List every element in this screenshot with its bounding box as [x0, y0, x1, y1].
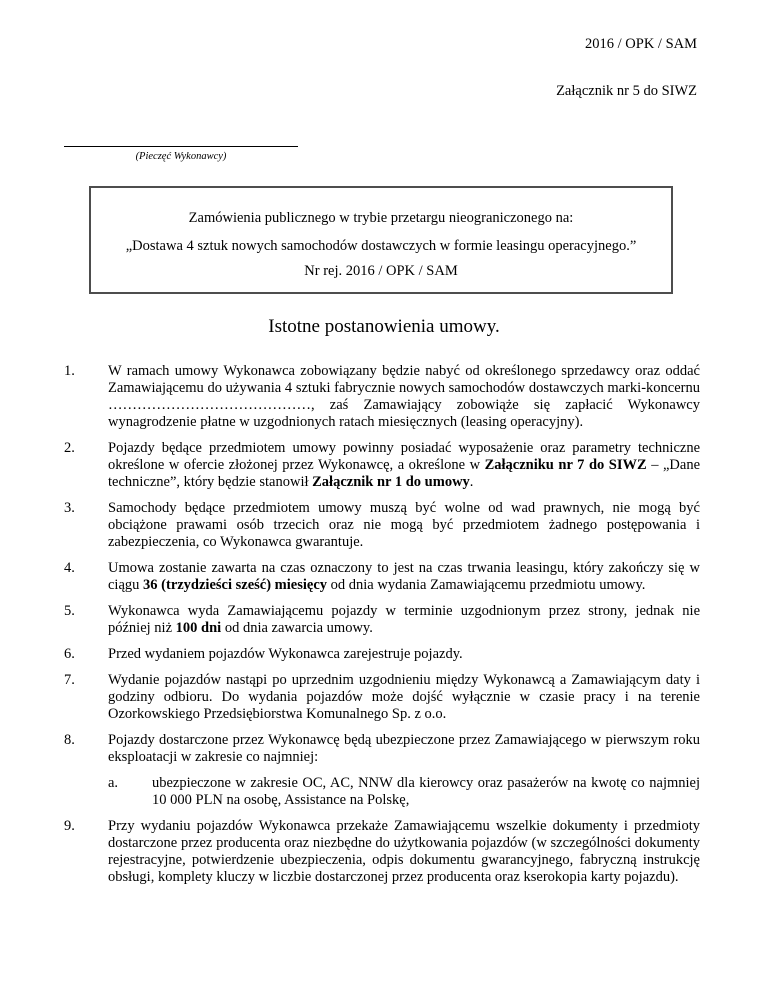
item-text: Pojazdy dostarczone przez Wykonawcę będą ubezpieczone przez Zamawiającego w pierwszym roku eksploatacji w zakresie co najmniej: [108, 732, 700, 765]
procurement-subject: „Dostawa 4 sztuk nowych samochodów dostawczych w formie leasingu operacyjnego.” [125, 238, 637, 254]
sub-list-item [108, 775, 700, 809]
item-text-part: od dnia zawarcia umowy. [221, 620, 373, 636]
item-number: 2. [64, 440, 75, 456]
item-number: 8. [64, 732, 75, 748]
list-item [64, 363, 700, 431]
item-text-part: – „Dane techniczne”, który będzie stanowił [108, 457, 701, 490]
stamp-signature-line [64, 146, 298, 147]
item-text-part: . [469, 474, 474, 490]
item-text-part: Wykonawca wyda Zamawiającemu pojazdy w terminie uzgodnionym przez strony, jednak nie później niż [108, 603, 700, 636]
annex-label: Załącznik nr 5 do SIWZ [556, 83, 697, 99]
item-number: 6. [64, 646, 75, 662]
item-text-part: Umowa zostanie zawarta na czas oznaczony to jest na czas trwania leasingu, który zakończy się w ciągu [108, 560, 700, 593]
list-item [64, 818, 700, 886]
procurement-mode: Zamówienia publicznego w trybie przetargu nieograniczonego na: [188, 210, 574, 226]
contract-annex-1-reference: Załącznik nr 1 do umowy [312, 474, 470, 490]
list-item [64, 672, 700, 723]
item-number: 3. [64, 500, 75, 516]
sub-item-letter: a. [108, 775, 119, 791]
item-text [108, 603, 700, 636]
annex-7-reference: Załączniku nr 7 do SIWZ [484, 457, 647, 473]
item-number: 1. [64, 363, 75, 379]
provisions-list [64, 363, 700, 895]
item-text-part: od dnia wydania Zamawiającemu przedmiotu umowy. [327, 577, 646, 593]
list-item [64, 646, 700, 663]
item-text: Przed wydaniem pojazdów Wykonawca zarejestruje pojazdy. [108, 646, 463, 662]
item-number: 9. [64, 818, 75, 834]
item-text: Wydanie pojazdów nastąpi po uprzednim uzgodnieniu między Wykonawcą a Zamawiającym daty i godziny odbioru. Do wydania pojazdów może dojść wyłącznie w czasie pracy i na terenie Ozorkowskiego Przedsiębiorstwa Komunalnego Sp. z o.o. [108, 672, 700, 722]
delivery-deadline: 100 dni [175, 620, 222, 636]
list-item [64, 732, 700, 809]
document-title: Istotne postanowienia umowy. [268, 316, 500, 337]
registration-number: Nr rej. 2016 / OPK / SAM [304, 263, 458, 279]
item-text-part: Pojazdy będące przedmiotem umowy powinny posiadać wyposażenie oraz parametry techniczne określone w ofercie złożonej przez Wykonawcę, a określone w [108, 440, 700, 473]
stamp-caption: (Pieczęć Wykonawcy) [135, 151, 227, 162]
item-number: 4. [64, 560, 75, 576]
contract-duration: 36 (trzydzieści sześć) miesięcy [143, 577, 328, 593]
list-item [64, 560, 700, 594]
item-text [108, 440, 700, 490]
item-text [108, 560, 700, 593]
tender-reference: 2016 / OPK / SAM [585, 36, 697, 52]
item-text: Samochody będące przedmiotem umowy muszą być wolne od wad prawnych, nie mogą być obciążone prawami osób trzecich oraz nie mogą być przedmiotem żadnego postępowania i zabezpieczenia, co Wykonawca gwarantuje. [108, 500, 700, 550]
item-text: Przy wydaniu pojazdów Wykonawca przekaże Zamawiającemu wszelkie dokumenty i przedmioty dostarczone przez producenta oraz niezbędne do użytkowania pojazdów (w szczególności dokumenty rejestracyjne, potwierdzenie ubezpieczenia, odpis dokumentu gwarancyjnego, fabryczną instrukcję obsługi, komplety kluczy w liczbie dostarczonej przez producenta oraz kserokopia karty pojazdu). [108, 818, 700, 885]
item-text: W ramach umowy Wykonawca zobowiązany będzie nabyć od określonego sprzedawcy oraz oddać Zamawiającemu do używania 4 sztuki fabrycznie nowych samochodów dostawczych marki-koncernu ……………………………………, zaś Zamawiający zobowiąże się zapłacić Wykonawcy wynagrodzenie płatne w uzgodnionych ratach miesięcznych (leasing operacyjny). [108, 363, 700, 430]
sub-item-text: ubezpieczone w zakresie OC, AC, NNW dla kierowcy oraz pasażerów na kwotę co najmniej 10 000 PLN na osobę, Assistance na Polskę, [152, 775, 700, 808]
item-number: 7. [64, 672, 75, 688]
procurement-info-box [89, 186, 673, 294]
list-item [64, 500, 700, 551]
list-item [64, 603, 700, 637]
item-number: 5. [64, 603, 75, 619]
list-item [64, 440, 700, 491]
